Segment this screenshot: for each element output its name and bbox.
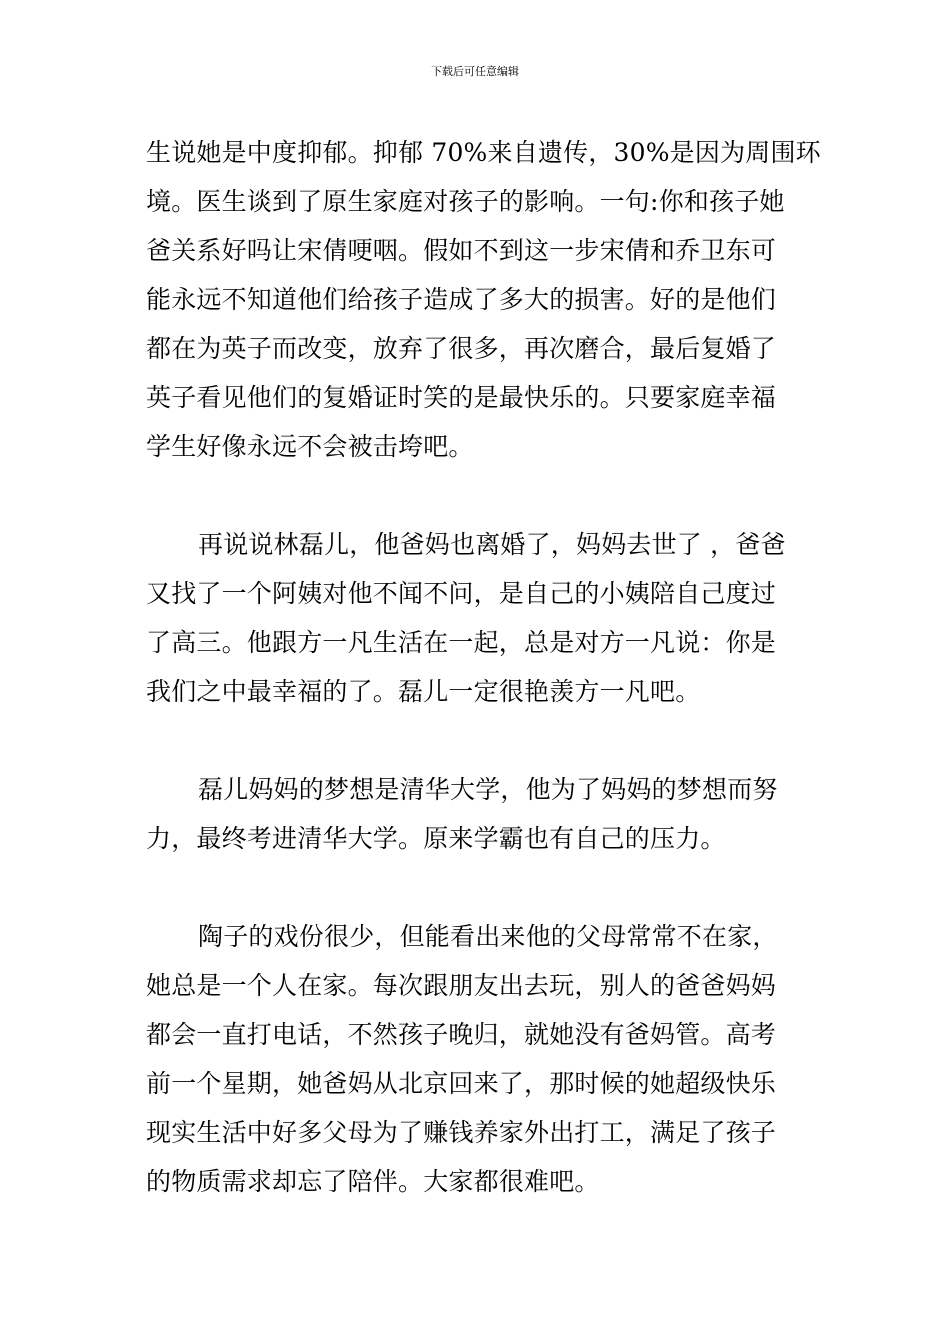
text-line: 都会一直打电话，不然孩子晚归，就她没有爸妈管。高考 <box>146 1020 777 1049</box>
text-line: 能永远不知道他们给孩子造成了多大的损害。好的是他们 <box>146 285 777 314</box>
paragraph-gap <box>146 471 808 520</box>
text-line: 都在为英子而改变，放弃了很多，再次磨合，最后复婚了 <box>146 334 777 363</box>
text-line: 我们之中最幸福的了。磊儿一定很艳羡方一凡吧。 <box>146 677 701 706</box>
paragraph-1 <box>146 128 821 471</box>
text-line: 她总是一个人在家。每次跟朋友出去玩，别人的爸爸妈妈 <box>146 971 777 1000</box>
text-line: 磊儿妈妈的梦想是清华大学，他为了妈妈的梦想而努 <box>198 775 778 804</box>
text-line: 爸关系好吗让宋倩哽咽。假如不到这一步宋倩和乔卫东可 <box>146 236 777 265</box>
document-body <box>146 128 821 1206</box>
text-line: 了高三。他跟方一凡生活在一起，总是对方一凡说：你是 <box>146 628 777 657</box>
paragraph-4 <box>146 912 808 1206</box>
text-line: 陶子的戏份很少，但能看出来他的父母常常不在家， <box>198 922 778 951</box>
paragraph-3 <box>146 765 808 863</box>
text-line: 前一个星期，她爸妈从北京回来了，那时候的她超级快乐 <box>146 1069 777 1098</box>
paragraph-gap <box>146 716 808 765</box>
text-line: 力，最终考进清华大学。原来学霸也有自己的压力。 <box>146 824 726 853</box>
text-line: 再说说林磊儿，他爸妈也离婚了，妈妈去世了 ，爸爸 <box>198 530 786 559</box>
text-line: 的物质需求却忘了陪伴。大家都很难吧。 <box>146 1167 600 1196</box>
text-line: 现实生活中好多父母为了赚钱养家外出打工，满足了孩子 <box>146 1118 777 1147</box>
text-line: 学生好像永远不会被击垮吧。 <box>146 432 474 461</box>
paragraph-gap <box>146 863 808 912</box>
text-line: 生说她是中度抑郁。抑郁 70%来自遗传，30%是因为周围环 <box>146 138 821 167</box>
page-header: 下载后可任意编辑 <box>431 65 519 78</box>
text-line: 又找了一个阿姨对他不闻不问，是自己的小姨陪自己度过 <box>146 579 777 608</box>
text-line: 境。医生谈到了原生家庭对孩子的影响。一句:你和孩子她 <box>146 187 785 216</box>
paragraph-2 <box>146 520 808 716</box>
text-line: 英子看见他们的复婚证时笑的是最快乐的。只要家庭幸福 <box>146 383 777 412</box>
